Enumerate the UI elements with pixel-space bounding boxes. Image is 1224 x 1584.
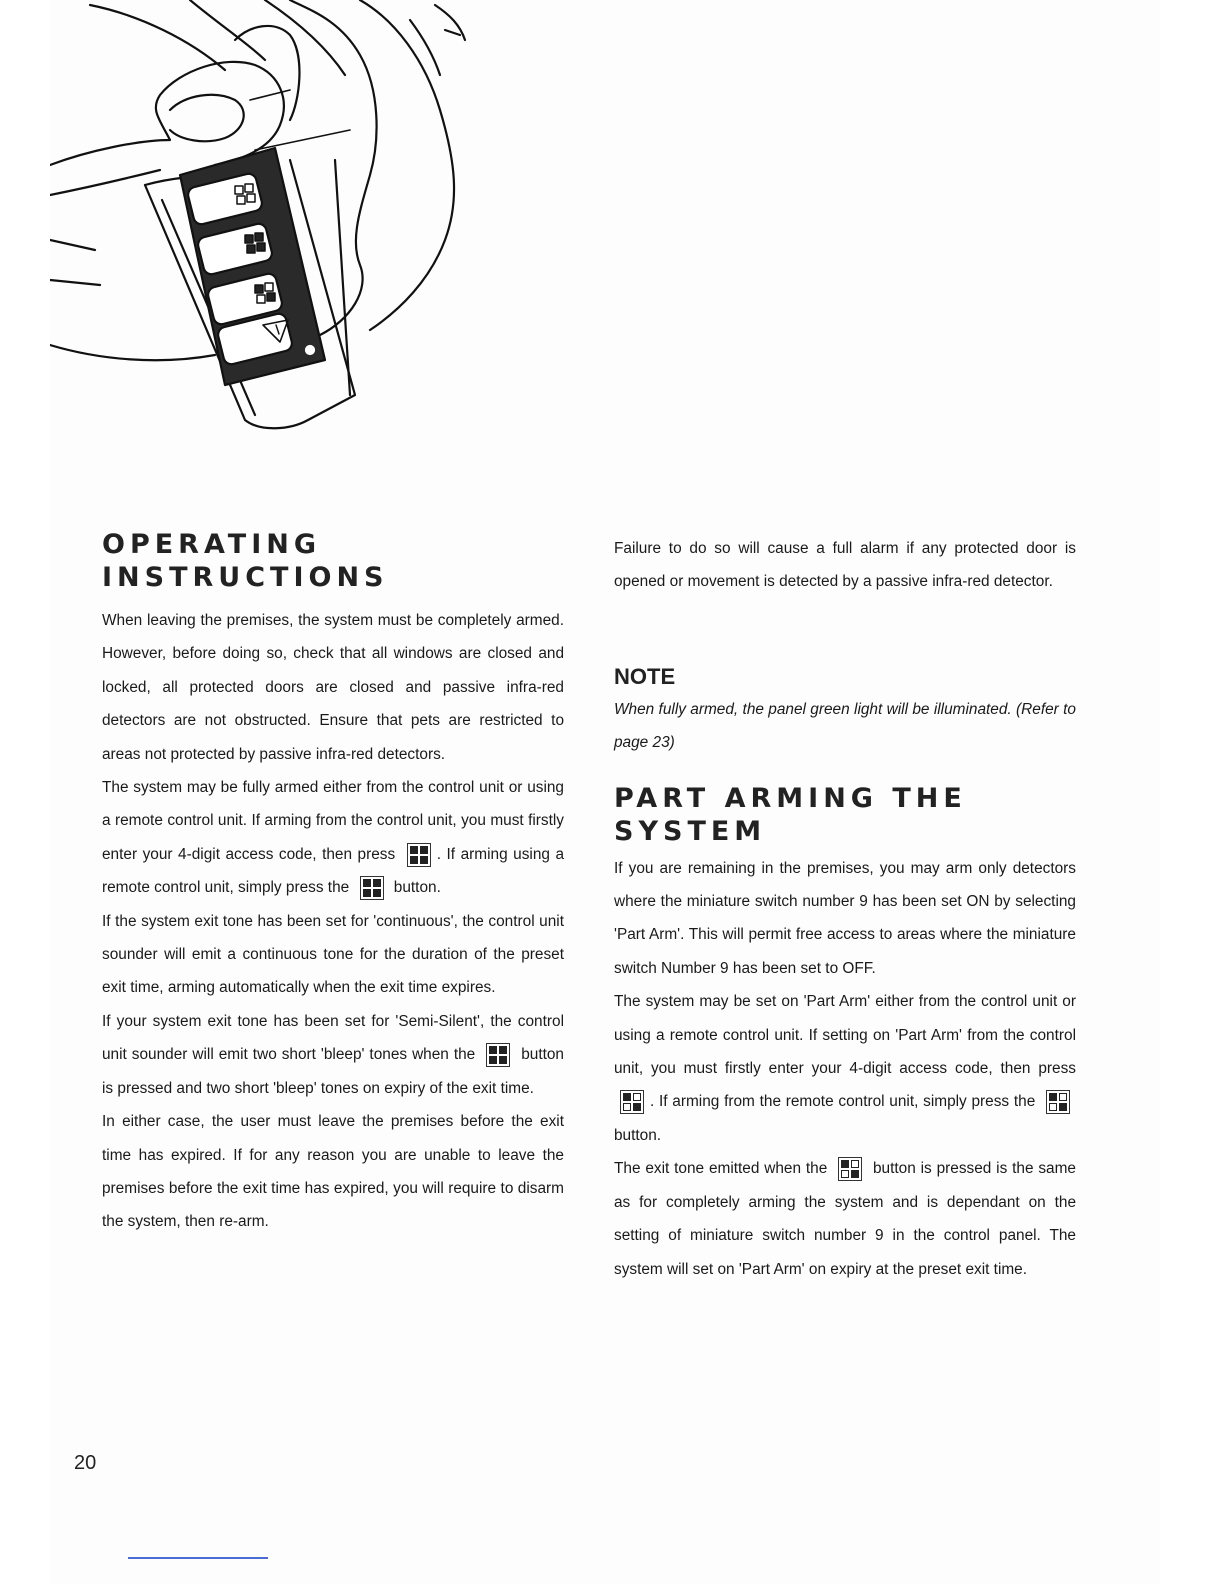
note-heading: NOTE xyxy=(614,663,676,689)
part-arm-text-a: The system may be set on 'Part Arm' either from the control unit or using a remote control unit. If setting on 'Part Arm' from the control unit, you must firstly enter your 4-digit access code, then press xyxy=(614,993,1076,1078)
part-arm-button-icon xyxy=(838,1157,862,1181)
part-arm-button-icon xyxy=(620,1090,644,1114)
part-heading-line-2: SYSTEM xyxy=(614,815,767,847)
exit-tone-text-b: button is pressed is the same as for completely arming the system and is dependant on the setting of miniature switch number 9 in the control panel. The system will set on 'Part Arm' on expiry at the preset exit time. xyxy=(614,1160,1076,1278)
note-text: When fully armed, the panel green light will be illuminated. (Refer to page 23) xyxy=(614,700,1076,752)
paragraph-part-arm-intro: If you are remaining in the premises, you may arm only detectors where the miniature switch number 9 has been set ON by selecting 'Part Arm'. This will permit free access to areas where the miniature switch Number 9 has been set to OFF. xyxy=(614,859,1076,977)
right-column xyxy=(614,532,1076,1286)
semi-silent-text-a: If your system exit tone has been set for 'Semi-Silent', the control unit sounder will emit two short 'bleep' tones when the xyxy=(102,1012,564,1064)
paragraph-part-arm-exit-tone xyxy=(614,1152,1076,1286)
left-column xyxy=(102,528,564,1239)
full-arming-text-b: . If arming using a remote control unit, simply press the xyxy=(102,845,565,897)
paragraph-leaving-premises: When leaving the premises, the system must be completely armed. However, before doing so, check that all windows are closed and locked, all protected doors are closed and passive infra-red detectors are not obstructed. Ensure that pets are restricted to areas not protected by passive infra-red detectors. xyxy=(102,612,564,763)
paragraph-part-arm-setting xyxy=(614,985,1076,1152)
paragraph-either-case: In either case, the user must leave the premises before the exit time has expired. If for any reason you are unable to leave the premises before the exit time has expired, you will require to disarm the system, then re-arm. xyxy=(102,1113,564,1231)
footer-rule xyxy=(128,1557,268,1559)
full-arming-text-a: The system may be fully armed either from the control unit or using a remote control unit. If arming from the control unit, you must firstly enter your 4-digit access code, then press xyxy=(102,779,564,863)
part-arming-heading xyxy=(614,782,1076,848)
page-number: 20 xyxy=(74,1452,97,1474)
full-arm-button-icon xyxy=(486,1043,510,1067)
full-arm-button-icon xyxy=(407,843,431,867)
exit-tone-text-a: The exit tone emitted when the xyxy=(614,1160,828,1178)
full-arm-button-icon xyxy=(360,876,384,900)
part-arm-text-b: . If arming from the remote control unit, simply press the xyxy=(650,1093,1036,1111)
full-arming-text-c: button. xyxy=(393,879,441,897)
part-arm-text-c: button. xyxy=(614,1126,662,1144)
part-heading-line-1: PART ARMING THE xyxy=(614,782,967,814)
paragraph-full-arming xyxy=(102,771,564,905)
heading-line-2: INSTRUCTIONS xyxy=(102,562,389,593)
heading-line-1: OPERATING xyxy=(102,529,321,560)
paragraph-continuous-tone: If the system exit tone has been set for 'continuous', the control unit sounder will emit a continuous tone for the duration of the preset exit time, arming automatically when the exit time expires. xyxy=(102,912,564,997)
paragraph-semi-silent xyxy=(102,1005,564,1105)
operating-instructions-heading xyxy=(102,528,564,594)
paragraph-failure-warning: Failure to do so will cause a full alarm if any protected door is opened or movement is detected by a passive infra-red detector. xyxy=(614,540,1076,591)
remote-control-illustration xyxy=(50,0,520,440)
semi-silent-text-b: button is pressed and two short 'bleep' tones on expiry of the exit time. xyxy=(102,1046,564,1097)
part-arm-button-icon xyxy=(1046,1090,1070,1114)
